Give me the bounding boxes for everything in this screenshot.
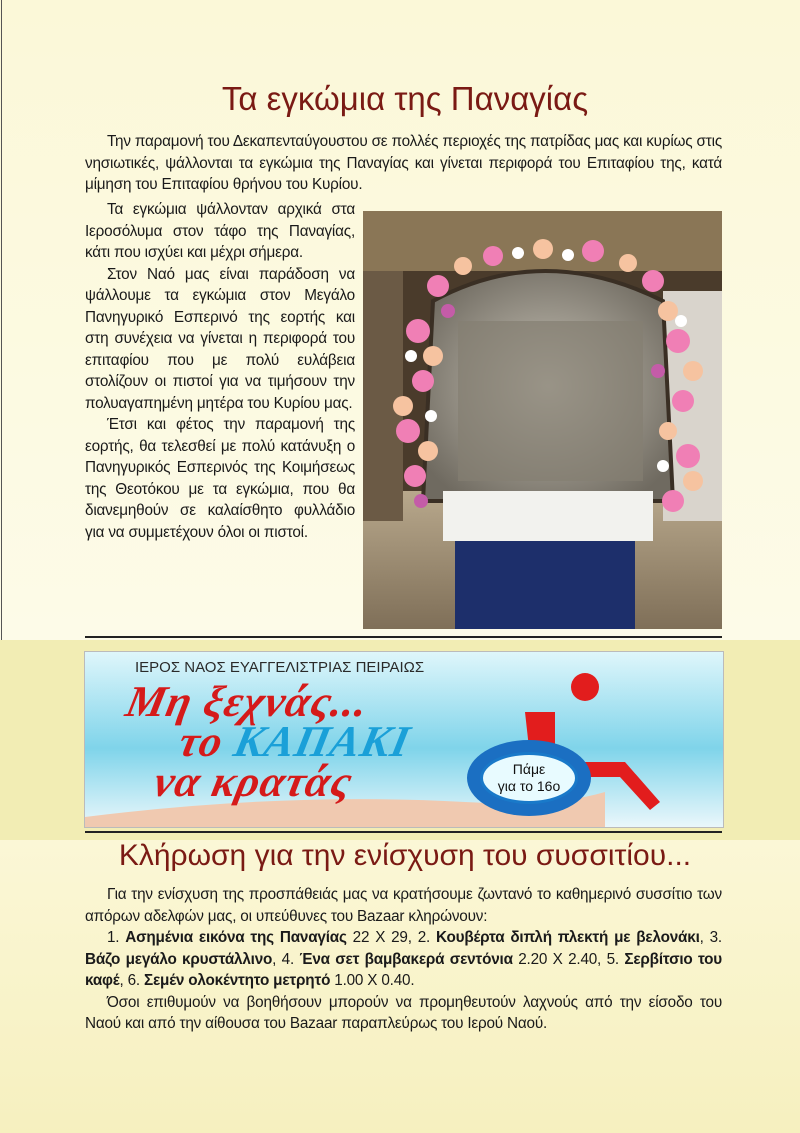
raffle-intro: Για την ενίσχυση της προσπάθειάς μας να κρατήσουμε ζωντανό το καθημερινό συσσίτιο των απόρων αδελφών μας, οι υπεύθυνες του Bazaar κληρώνουν: [85, 886, 722, 925]
raffle-text [85, 884, 722, 1035]
left-margin-line [1, 0, 2, 640]
intro-text: Την παραμονή του Δεκαπενταύγουστου σε πολλές περιοχές της πατρίδας μας και κυρίως στις νησιωτικές, ψάλλονται τα εγκώμια της Παναγίας και γίνεται περιφορά του Επιταφίου της, κατά μίμηση του Επιταφίου θρήνου του Κυρίου. [85, 133, 722, 193]
divider-bottom [85, 831, 722, 833]
badge-line-2: για το 16ο [497, 778, 561, 794]
raffle-items [85, 927, 722, 992]
slogan-line-3: να κρατάς [149, 757, 358, 806]
bottle-cap-banner [84, 651, 724, 828]
intro-paragraph [85, 131, 722, 196]
epitaph-photo-image [363, 211, 722, 629]
badge-line-1: Πάμε [512, 761, 546, 777]
item-detail: 1.00 Χ 0.40. [330, 972, 415, 989]
slogan-kapaki: ΚΑΠΑΚΙ [229, 717, 415, 766]
paragraph-3: Έτσι και φέτος την παραμονή της εορτής, θα τελεσθεί με πολύ κατάνυξη ο Πανηγυρικός Εσπερινός της Κοιμήσεως της Θεοτόκου με τα εγκώμια, που θα διανεμηθούν σε καλαίσθητο φυλλάδιο για να συμμετέχουν όλοι οι πιστοί. [85, 416, 355, 541]
paragraph-2: Στον Ναό μας είναι παράδοση να ψάλλουμε τα εγκώμια στον Μεγάλο Πανηγυρικό Εσπερινό της εορτής και στη συνέχεια να γίνεται η περιφορά του επιταφίου που με πολύ ευλάβεια στολίζουν οι πιστοί για να τιμήσουν την πολυαγαπημένη μητέρα του Κυρίου μας. [85, 265, 355, 412]
item-num: 6. [127, 972, 145, 989]
item-name: Ασημένια εικόνα της Παναγίας [125, 929, 347, 946]
item-num: 4. [281, 950, 300, 968]
item-num: 2. [417, 929, 436, 946]
raffle-outro: Όσοι επιθυμούν να βοηθήσουν μπορούν να προμηθευτούν λαχνούς από την είσοδο του Ναού και από την αίθουσα του Bazaar παραπλεύρως του Ιερού Ναού. [85, 993, 722, 1032]
divider-top [85, 636, 722, 638]
item-name: Σερβίτσιο του καφέ [85, 950, 723, 989]
item-detail: , [272, 950, 282, 968]
slogan-line-2-prefix: το [174, 717, 241, 766]
section-title-enkomia: Τα εγκώμια της Παναγίας [221, 80, 589, 117]
item-detail: , [119, 972, 128, 989]
cap-badge [480, 752, 578, 804]
item-name: Ένα σετ βαμβακερά σεντόνια [299, 950, 513, 968]
item-name: Κουβέρτα διπλή πλεκτή με βελονάκι [436, 929, 700, 946]
item-detail: 22 Χ 29, [346, 929, 418, 946]
item-name: Σεμέν ολοκέντητο μετρητό [144, 972, 331, 989]
left-column-text [85, 199, 355, 543]
item-detail: 2.20 Χ 2.40, [512, 950, 607, 968]
item-name: Βάζο μεγάλο κρυστάλλινο [85, 950, 273, 968]
item-detail: , [699, 929, 710, 946]
epitaph-photo [363, 211, 722, 629]
paragraph-1: Τα εγκώμια ψάλλονταν αρχικά στα Ιεροσόλυμα στον τάφο της Παναγίας, κάτι που ισχύει και μέχρι σήμερα. [85, 201, 355, 261]
section-title-raffle: Κλήρωση για την ενίσχυση του συσσιτίου... [118, 839, 692, 872]
slogan-line-1: Μη ξεχνάς... [121, 677, 374, 726]
item-num: 1. [107, 929, 126, 946]
banner-organization: ΙΕΡΟΣ ΝΑΟΣ ΕΥΑΓΓΕΛΙΣΤΡΙΑΣ ΠΕΙΡΑΙΩΣ [135, 659, 425, 676]
item-num: 5. [606, 950, 625, 968]
wheelchair-icon-head [571, 673, 599, 701]
item-num: 3. [709, 929, 722, 946]
